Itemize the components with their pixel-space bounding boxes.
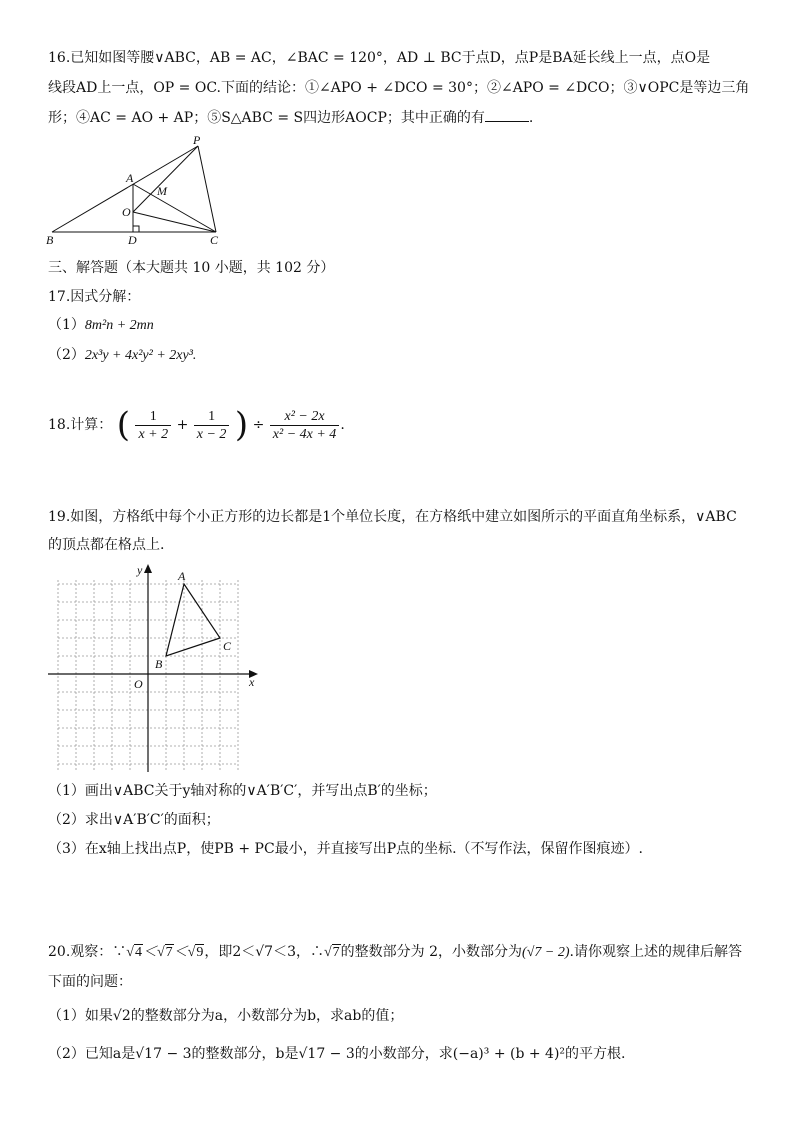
q17-part-2 — [48, 345, 196, 366]
q20-line-1-part-c: 的整数部分为 2，小数部分为 — [340, 944, 523, 960]
axis-x-label: x — [249, 675, 255, 689]
q18-end: . — [340, 417, 345, 433]
fraction-2-numerator: 1 — [194, 408, 230, 426]
label-P: P — [193, 136, 201, 147]
axis-y-label: y — [137, 563, 143, 577]
q17-part-2-number: （2） — [48, 347, 85, 363]
answer-blank — [485, 109, 529, 122]
q19-part-2: （2）求出∨A′B′C′的面积； — [48, 812, 220, 828]
sqrt-chain: √4＜√7＜√9 — [126, 945, 204, 960]
q19-line-1: 19.如图，方格纸中每个小正方形的边长都是1个单位长度，在方格纸中建立如图所示的平面直角坐标系，∨ABC — [48, 509, 737, 525]
q17-part-1-expr: 8m²n + 2mn — [84, 318, 154, 333]
sqrt-7: √7 — [323, 945, 340, 960]
q19-line-2: 的顶点都在格点上. — [48, 537, 165, 553]
sqrt-9-radicand: 9 — [196, 945, 204, 960]
q20-part-1: （1）如果√2的整数部分为a，小数部分为b，求ab的值； — [48, 1008, 404, 1024]
q16-triangle-figure — [40, 136, 240, 248]
q17-title: 17.因式分解： — [48, 289, 141, 305]
left-paren: ( — [116, 405, 130, 445]
q16-line-3-text: 形；④AC = AO + AP；⑤S△ABC = S四边形AOCP；其中正确的有 — [48, 110, 485, 126]
fraction-1 — [135, 408, 171, 443]
fraction-1-numerator: 1 — [135, 408, 171, 426]
label-B: B — [46, 233, 54, 247]
q17-part-1-number: （1） — [48, 317, 85, 333]
label-M: M — [157, 184, 167, 198]
label-D: D — [128, 233, 137, 247]
q20-part-2: （2）已知a是√17 − 3的整数部分，b是√17 − 3的小数部分，求(−a)³ + (b + 4)²的平方根. — [48, 1046, 626, 1062]
q19-part-1: （1）画出∨ABC关于y轴对称的∨A′B′C′，并写出点B′的坐标； — [48, 783, 437, 799]
sqrt-4-radicand: 4 — [134, 945, 142, 960]
q18-prefix: 18.计算： — [48, 417, 113, 433]
q16-line-1: 16.已知如图等腰∨ABC，AB = AC，∠BAC = 120°，AD ⊥ BC于点D，点P是BA延长线上一点，点O是 — [48, 50, 711, 66]
plus-sign: + — [176, 417, 189, 433]
fraction-2 — [194, 408, 230, 443]
q17-part-1 — [48, 315, 154, 336]
label-A: A — [126, 171, 134, 185]
q20-line-1 — [48, 942, 742, 963]
q20-line-2: 下面的问题： — [48, 974, 132, 990]
vertex-B-label: B — [155, 657, 163, 671]
q19-coordinate-grid — [44, 562, 264, 774]
q20-line-1-prefix: 20.观察：∵ — [48, 944, 127, 960]
label-O: O — [122, 205, 131, 219]
q16-line-2: 线段AD上一点，OP = OC.下面的结论：①∠APO + ∠DCO = 30°；②∠APO = ∠DCO；③∨OPC是等边三角 — [48, 80, 750, 96]
origin-label: O — [134, 677, 143, 691]
fraction-3-denominator: x² − 4x + 4 — [272, 426, 337, 442]
fractional-part-expr: (√7 − 2) — [522, 945, 570, 960]
q18-expression — [48, 404, 345, 446]
right-paren: ) — [234, 405, 249, 445]
sqrt-7-radicand-2: 7 — [332, 945, 340, 960]
q20-line-1-middle: ，即2＜√7＜3，∴ — [204, 944, 324, 960]
vertex-C-label: C — [223, 639, 232, 653]
fraction-3-numerator: x² − 2x — [270, 408, 340, 426]
section-3-header: 三、解答题（本大题共 10 小题，共 102 分） — [48, 260, 335, 276]
divide-sign: ÷ — [252, 417, 265, 433]
q19-part-3: （3）在x轴上找出点P，使PB + PC最小，并直接写出P点的坐标.（不写作法，保留作图痕迹）. — [48, 841, 644, 857]
fraction-1-denominator: x + 2 — [138, 426, 169, 442]
vertex-A-label: A — [178, 569, 186, 583]
q16-line-3 — [48, 108, 533, 128]
q17-part-2-expr: 2x³y + 4x²y² + 2xy³. — [84, 348, 197, 363]
fraction-3 — [270, 408, 340, 443]
fraction-2-denominator: x − 2 — [196, 426, 227, 442]
q16-line-3-end: . — [528, 110, 534, 126]
label-C: C — [210, 233, 219, 247]
q20-line-1-end: .请你观察上述的规律后解答 — [569, 944, 742, 960]
sqrt-7-radicand: 7 — [165, 945, 173, 960]
